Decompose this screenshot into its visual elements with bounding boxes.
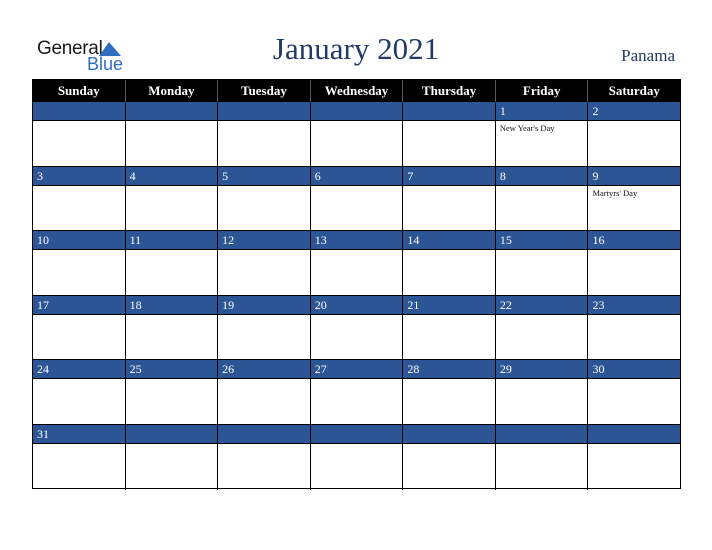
day-number: 9 [588, 167, 680, 186]
week-row [33, 296, 680, 361]
day-cell [496, 231, 589, 296]
day-cell [218, 296, 311, 361]
day-cell [218, 102, 311, 167]
day-number [403, 102, 495, 121]
day-number: 29 [496, 360, 588, 379]
calendar-title: January 2021 [272, 31, 440, 66]
day-number [311, 425, 403, 444]
day-number: 19 [218, 296, 310, 315]
day-cell [311, 167, 404, 232]
day-number [33, 102, 125, 121]
day-cell [403, 102, 496, 167]
day-cell [126, 425, 219, 490]
day-number: 21 [403, 296, 495, 315]
day-cell [403, 167, 496, 232]
day-cell [218, 231, 311, 296]
holiday-label: New Year's Day [499, 123, 555, 133]
logo-general-text: General [37, 38, 103, 59]
day-number: 13 [311, 231, 403, 250]
day-number: 20 [311, 296, 403, 315]
day-cell [496, 102, 589, 167]
week-row [33, 167, 680, 232]
day-cell [496, 167, 589, 232]
weekday-monday: Monday [126, 80, 219, 102]
weekday-header-row [33, 80, 680, 102]
day-number [311, 102, 403, 121]
day-number: 8 [496, 167, 588, 186]
day-number: 24 [33, 360, 125, 379]
day-cell [588, 167, 680, 232]
weekday-saturday: Saturday [608, 83, 660, 98]
day-cell [588, 296, 680, 361]
weekday-friday: Friday [496, 80, 589, 102]
week-row [33, 102, 680, 167]
day-cell [311, 231, 404, 296]
country-label: Panama [621, 46, 675, 65]
day-number: 7 [403, 167, 495, 186]
day-cell [218, 167, 311, 232]
day-number [496, 425, 588, 444]
day-cell [496, 360, 589, 425]
week-row [33, 231, 680, 296]
day-cell [126, 102, 219, 167]
day-number: 5 [218, 167, 310, 186]
day-number: 28 [403, 360, 495, 379]
day-cell [588, 360, 680, 425]
weeks-container [33, 102, 680, 490]
day-cell [33, 102, 126, 167]
day-cell [218, 425, 311, 490]
logo-blue-text: Blue [87, 54, 124, 74]
day-cell [403, 360, 496, 425]
day-number [403, 425, 495, 444]
day-number: 12 [218, 231, 310, 250]
day-number: 10 [33, 231, 125, 250]
day-cell [311, 425, 404, 490]
day-number: 3 [33, 167, 125, 186]
day-cell [218, 360, 311, 425]
day-number: 11 [126, 231, 218, 250]
weekday-sunday: Sunday [33, 80, 126, 102]
day-cell [33, 425, 126, 490]
week-row [33, 360, 680, 425]
weekday-thursday: Thursday [403, 80, 496, 102]
day-number: 25 [126, 360, 218, 379]
day-number: 18 [126, 296, 218, 315]
day-cell [496, 425, 589, 490]
day-number [126, 425, 218, 444]
day-cell [126, 360, 219, 425]
day-cell [126, 296, 219, 361]
day-number [218, 102, 310, 121]
week-row [33, 425, 680, 490]
day-number: 16 [588, 231, 680, 250]
day-cell [33, 360, 126, 425]
day-number: 27 [311, 360, 403, 379]
day-cell [126, 167, 219, 232]
day-cell [311, 296, 404, 361]
day-number: 31 [33, 425, 125, 444]
day-cell [588, 425, 680, 490]
day-number: 1 [496, 102, 588, 121]
day-number [126, 102, 218, 121]
day-cell [403, 425, 496, 490]
day-cell [588, 231, 680, 296]
holiday-label: Martyrs' Day [592, 187, 638, 198]
day-cell [33, 296, 126, 361]
day-number: 26 [218, 360, 310, 379]
day-number [588, 425, 680, 444]
day-number: 6 [311, 167, 403, 186]
calendar-grid [32, 79, 681, 489]
day-cell [588, 102, 680, 167]
day-cell [126, 231, 219, 296]
day-cell [403, 231, 496, 296]
weekday-wednesday: Wednesday [311, 80, 404, 102]
day-cell [403, 296, 496, 361]
day-number: 15 [496, 231, 588, 250]
day-cell [311, 360, 404, 425]
day-number: 2 [588, 102, 680, 121]
day-number [218, 425, 310, 444]
day-cell [33, 167, 126, 232]
day-cell [311, 102, 404, 167]
day-number: 14 [403, 231, 495, 250]
day-cell [33, 231, 126, 296]
day-number: 17 [33, 296, 125, 315]
day-number: 4 [126, 167, 218, 186]
day-cell [496, 296, 589, 361]
day-number: 22 [496, 296, 588, 315]
day-number: 30 [588, 360, 680, 379]
day-number: 23 [588, 296, 680, 315]
weekday-tuesday: Tuesday [218, 80, 311, 102]
